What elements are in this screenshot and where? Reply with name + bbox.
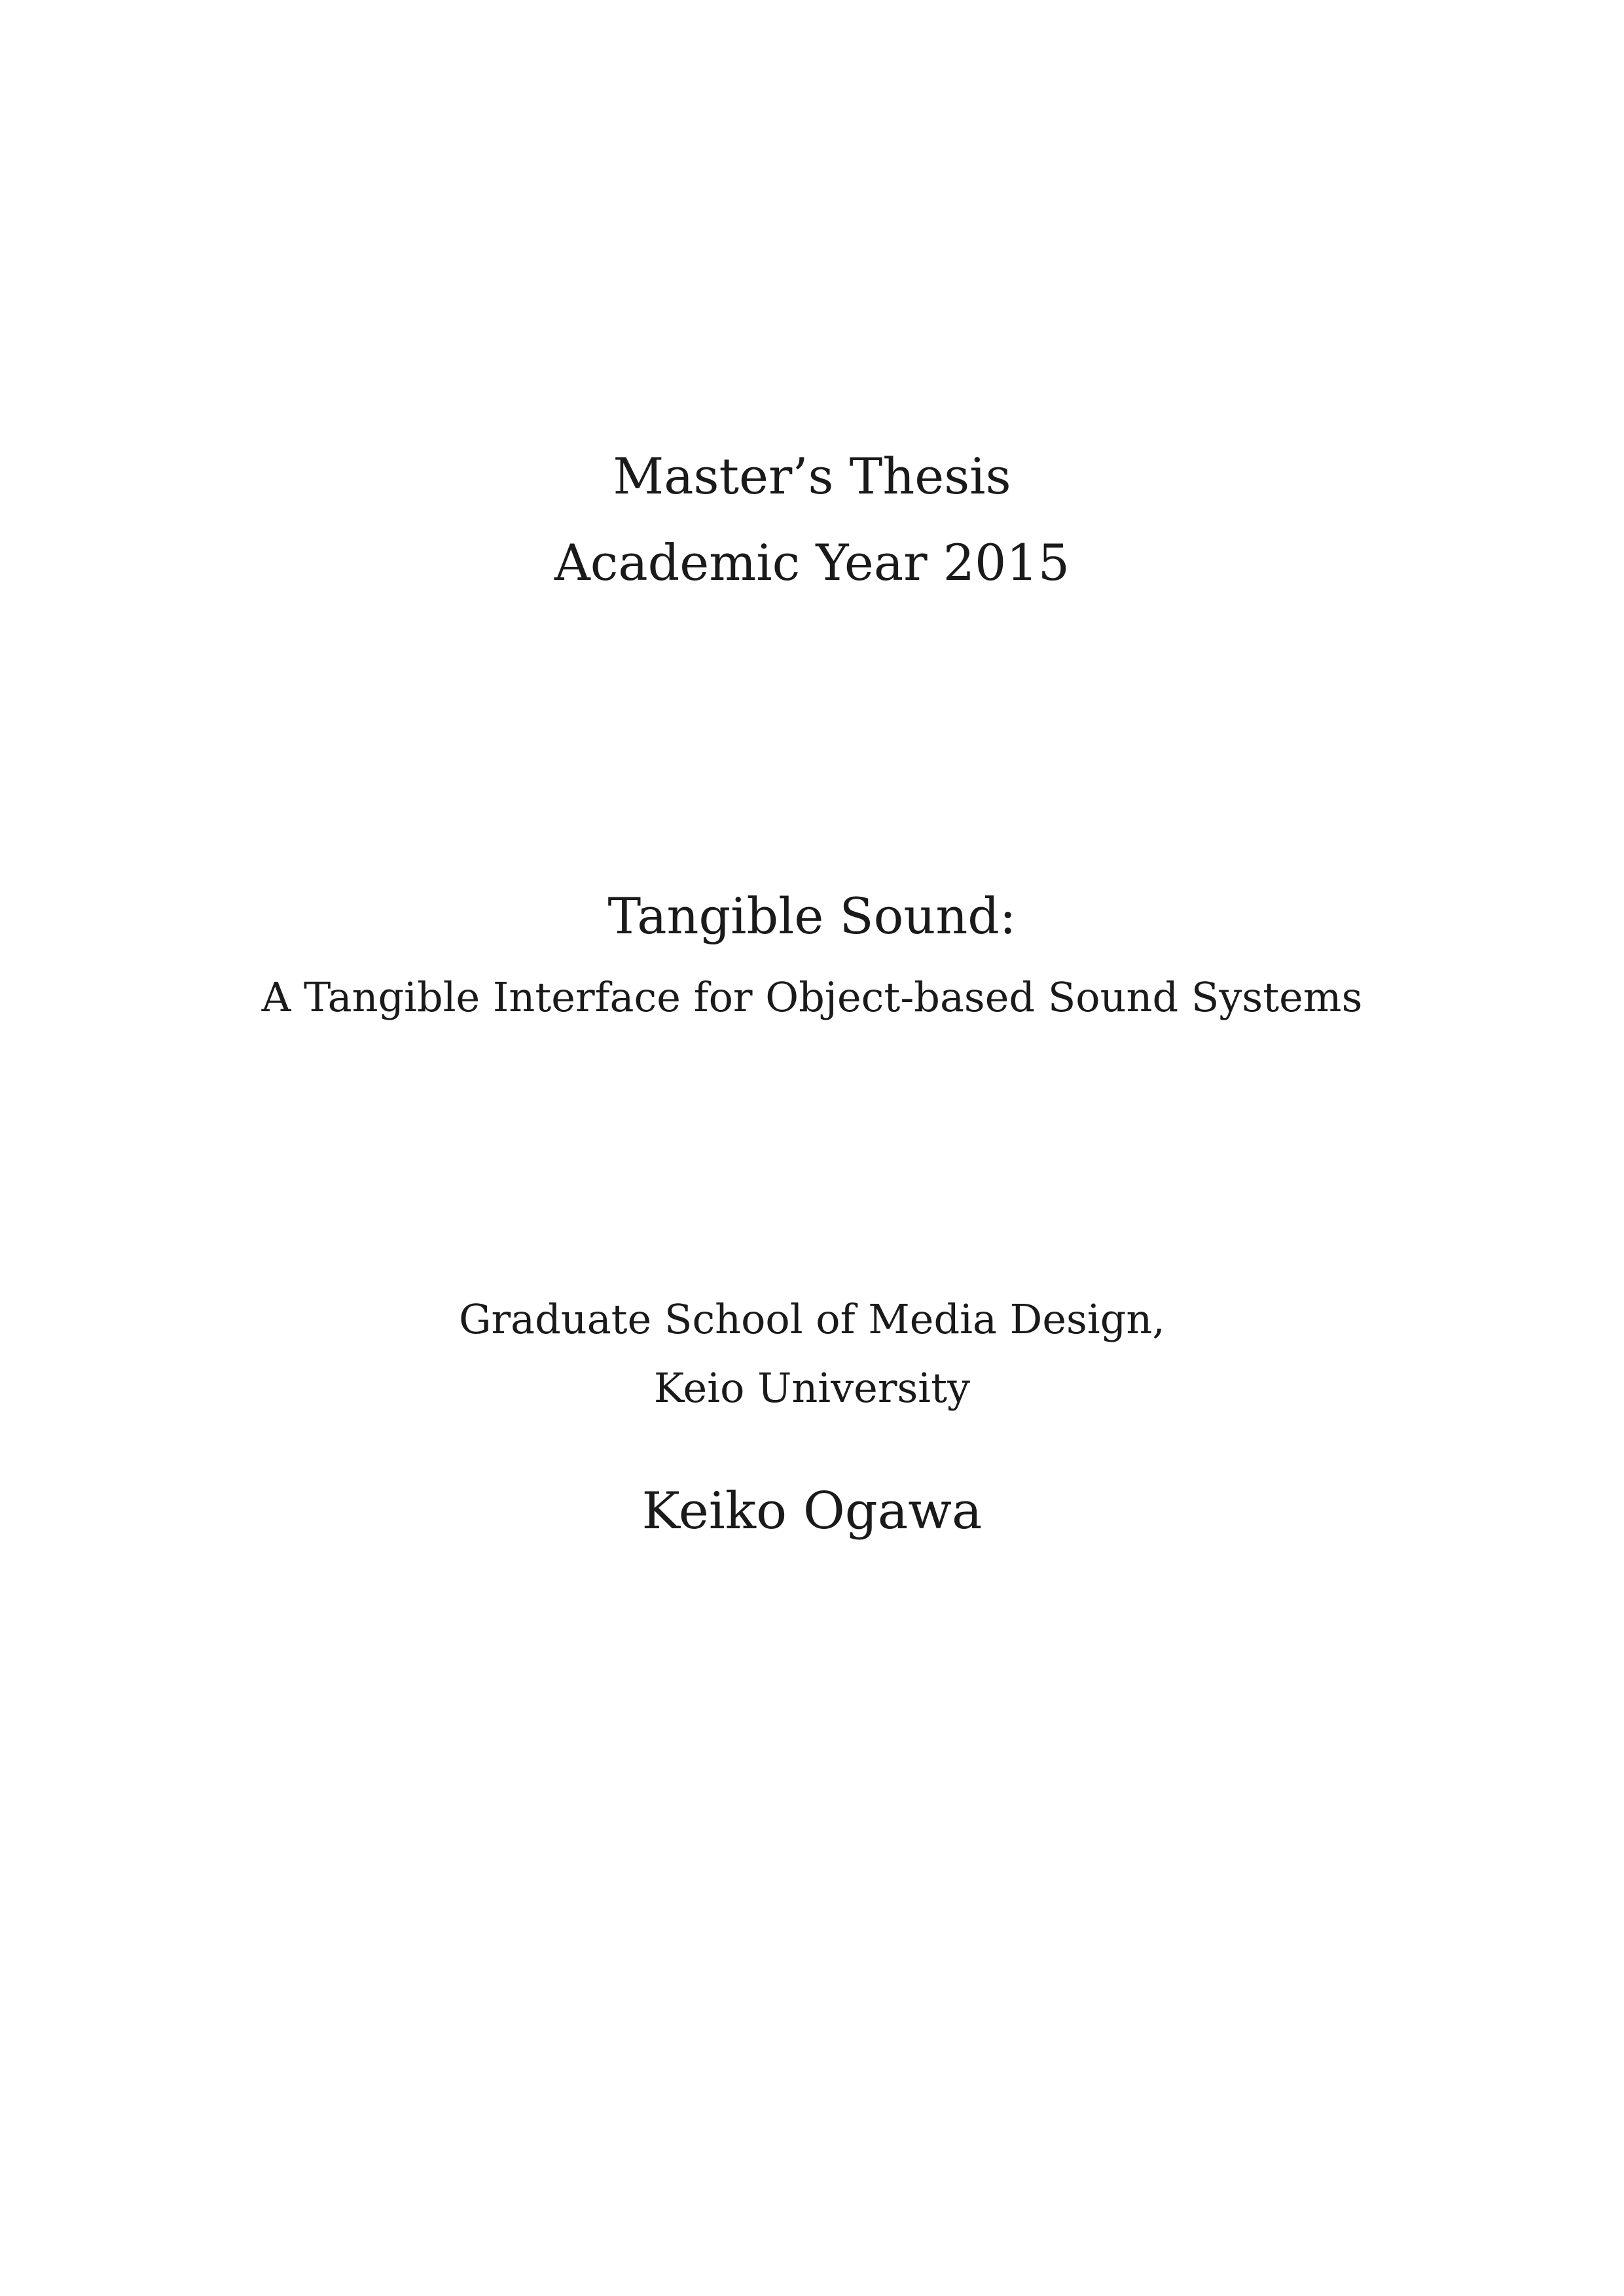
author-name: Keiko Ogawa: [641, 1482, 983, 1541]
graduate-school: Graduate School of Media Design,: [458, 1295, 1166, 1343]
thesis-title: Tangible Sound:: [607, 887, 1017, 945]
academic-year: Academic Year 2015: [554, 533, 1070, 592]
thesis-subtitle: A Tangible Interface for Object-based Sound Systems: [261, 973, 1363, 1021]
university-name: Keio University: [653, 1364, 971, 1412]
thesis-type: Master’s Thesis: [613, 447, 1011, 505]
